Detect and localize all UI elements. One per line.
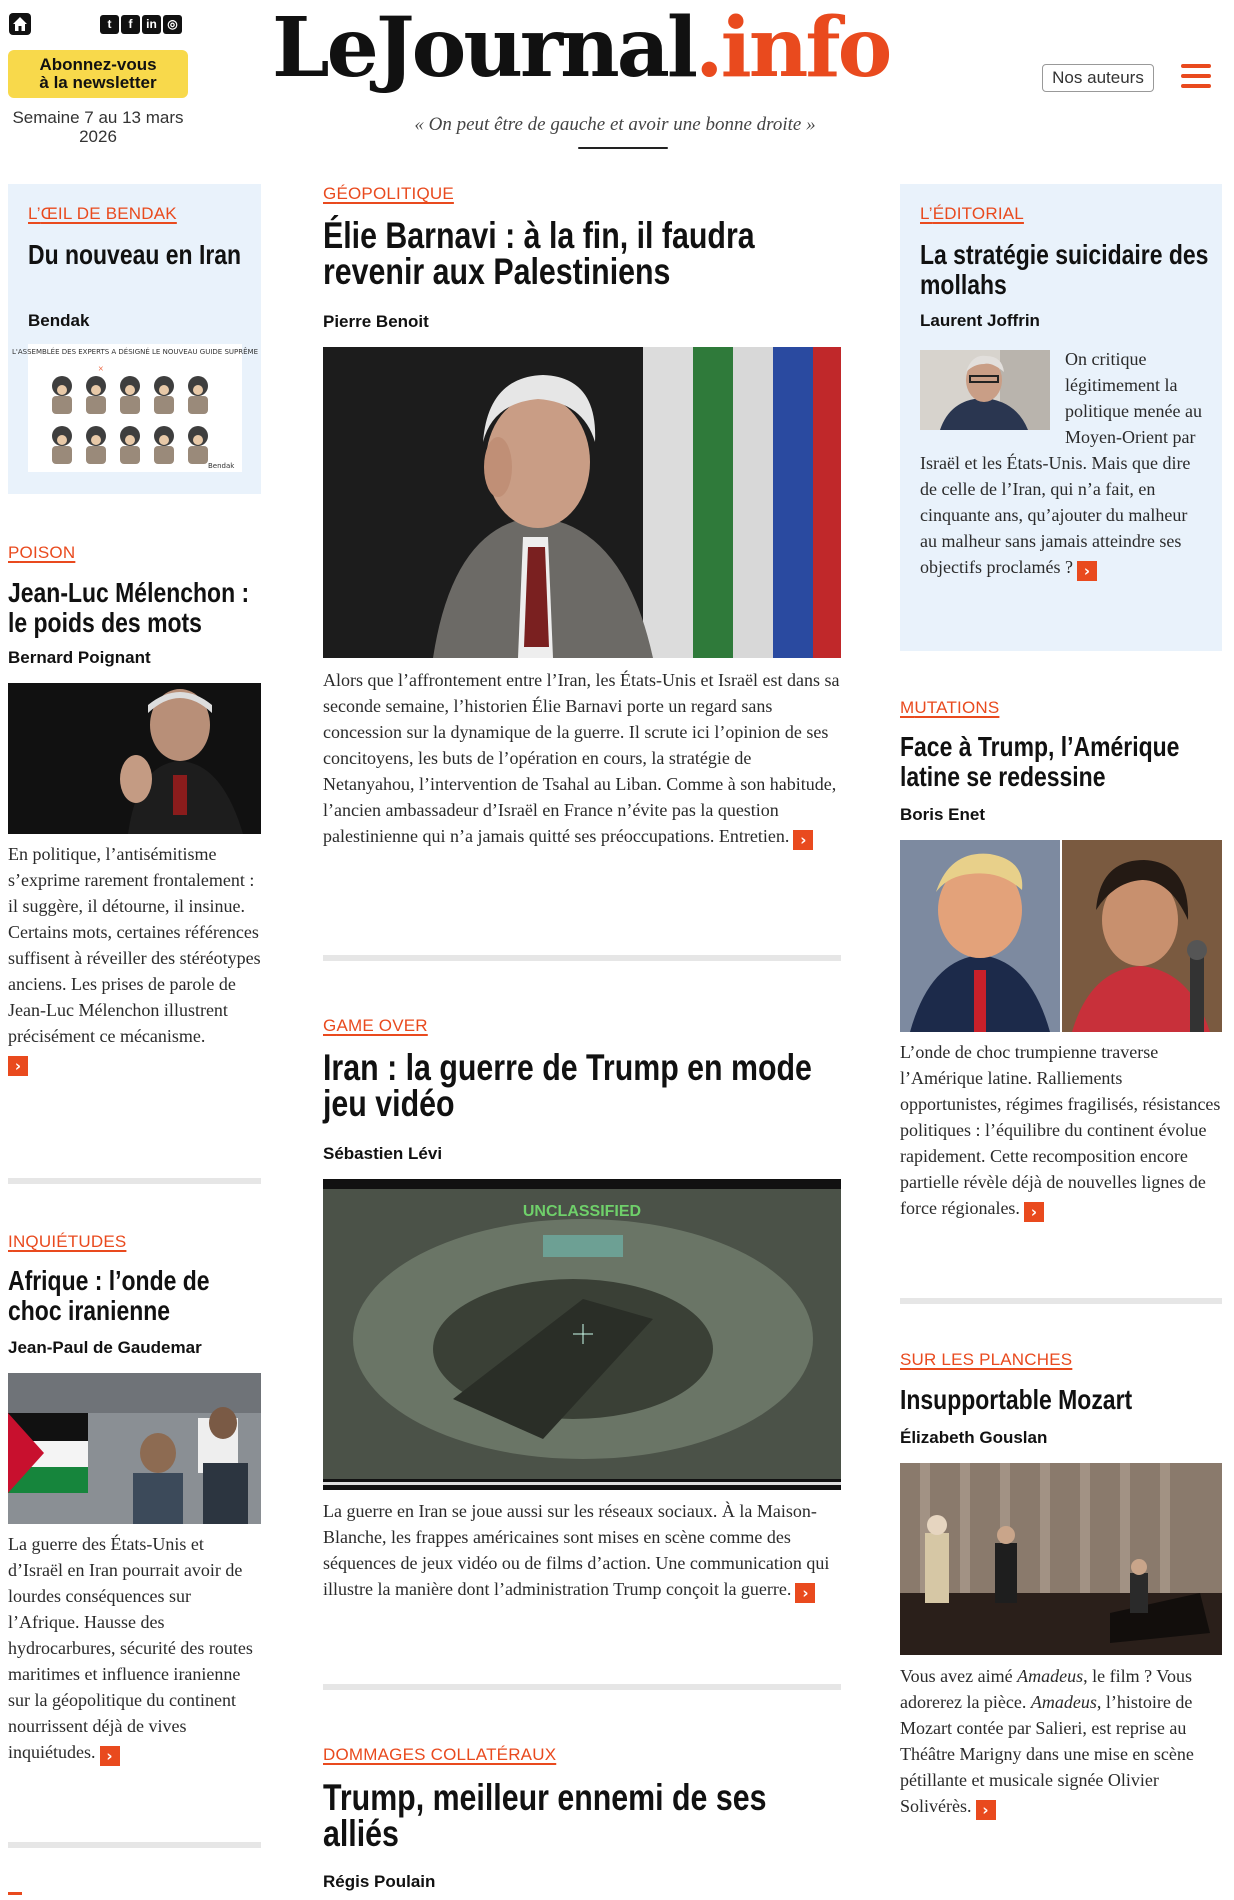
article-title-wrap[interactable]	[8, 578, 261, 638]
article-title[interactable]: Iran : la guerre de Trump en mode jeu vidéo	[323, 1047, 812, 1124]
category-label[interactable]: GÉOPOLITIQUE	[323, 184, 454, 203]
article-author[interactable]: Bernard Poignant	[8, 648, 151, 667]
article-excerpt	[900, 1039, 1222, 1222]
category-label[interactable]: DOMMAGES COLLATÉRAUX	[323, 1745, 557, 1764]
article-excerpt-text: En politique, l’antisémitisme s’exprime rarement frontalement : il suggère, il détourne, il insinue. Certains mots, certaines références suffisent à réveiller des stéréotypes anciens. Les prises de parole de Jean-Luc Mélenchon illustrent précisément ce mécanisme.	[8, 844, 261, 1046]
newsletter-label: Abonnez-vous à la newsletter	[39, 55, 157, 92]
tagline: « On peut être de gauche et avoir une bonne droite »	[414, 114, 816, 135]
article-image[interactable]	[8, 1373, 261, 1524]
article-author[interactable]: Boris Enet	[900, 805, 986, 824]
article-excerpt	[900, 1663, 1222, 1820]
logo-ext: .info	[695, 0, 890, 96]
photo-barnavi	[323, 347, 841, 658]
article-title-wrap[interactable]	[900, 1385, 1222, 1415]
article-image[interactable]	[8, 683, 261, 834]
tagline-divider	[578, 147, 668, 149]
read-more-arrow-icon[interactable]: ›	[976, 1800, 996, 1820]
article-title-wrap[interactable]	[8, 1266, 261, 1326]
read-more-arrow-icon[interactable]: ›	[1024, 1202, 1044, 1222]
separator	[8, 1842, 261, 1848]
article-excerpt-text: La guerre en Iran se joue aussi sur les réseaux sociaux. À la Maison-Blanche, les frappes américaines sont mises en scène comme des séquences de jeux vidéo ou de films d’action. Une communication qui illustre la manière dont l’administration Trump conçoit la guerre.	[323, 1501, 830, 1599]
read-more-arrow-icon[interactable]: ›	[1077, 561, 1097, 581]
article-image[interactable]	[900, 1463, 1222, 1655]
category-label[interactable]: INQUIÉTUDES	[8, 1232, 127, 1251]
photo-drone-strike	[323, 1179, 841, 1490]
read-more-arrow-icon[interactable]: ›	[795, 1583, 815, 1603]
cartoon-image[interactable]	[12, 344, 258, 472]
category-label[interactable]: GAME OVER	[323, 1016, 428, 1035]
excerpt-italic: Amadeus	[1017, 1666, 1084, 1686]
excerpt-part: , l’histoire de Mozart contée par Salieri, est reprise au Théâtre Marigny dans une mise en scène pétillante et musicale signée Olivier Solivérès.	[900, 1692, 1194, 1816]
next-category-hint	[8, 1892, 22, 1895]
image-float-spacer	[920, 346, 1065, 432]
article-title[interactable]: Jean-Luc Mélenchon : le poids des mots	[8, 577, 250, 638]
site-logo[interactable]	[272, 0, 962, 104]
read-more-arrow-icon[interactable]: ›	[8, 1056, 28, 1076]
instagram-icon[interactable]: ◎	[163, 15, 182, 34]
article-title[interactable]: Face à Trump, l’Amérique latine se redessine	[900, 731, 1180, 792]
excerpt-part: , le film ? Vous adorerez la pièce.	[900, 1666, 1192, 1712]
cartoon-signature: Bendak	[208, 462, 235, 470]
article-excerpt-text: La guerre des États-Unis et d’Israël en Iran pourrait avoir de lourdes conséquences sur l’Afrique. Hausse des hydrocarbures, sécurité des routes maritimes et influence iranienne sur la géopolitique du continent nourrissent déjà de vives inquiétudes.	[8, 1534, 253, 1762]
article-title-wrap[interactable]	[28, 240, 248, 270]
article-title[interactable]: Afrique : l’onde de choc iranienne	[8, 1265, 210, 1326]
article-title[interactable]: Trump, meilleur ennemi de ses alliés	[323, 1777, 767, 1854]
article-excerpt	[323, 1498, 843, 1603]
twitter-icon[interactable]: t	[100, 15, 119, 34]
photo-protest	[8, 1373, 261, 1524]
article-title[interactable]: Du nouveau en Iran	[28, 239, 242, 270]
article-image[interactable]	[323, 1179, 841, 1490]
article-author[interactable]: Laurent Joffrin	[920, 311, 1040, 330]
article-excerpt	[920, 346, 1205, 581]
cartoon-drawing	[12, 344, 258, 472]
photo-trump-rodriguez	[900, 840, 1222, 1032]
article-title-wrap[interactable]	[323, 215, 841, 292]
read-more-arrow-icon[interactable]: ›	[100, 1746, 120, 1766]
photo-theatre	[900, 1463, 1222, 1655]
separator	[8, 1178, 261, 1184]
category-label[interactable]: POISON	[8, 543, 76, 562]
article-excerpt	[8, 1531, 261, 1766]
read-more-arrow-icon[interactable]: ›	[793, 830, 813, 850]
week-label: Semaine 7 au 13 mars 2026	[12, 108, 184, 146]
article-author[interactable]: Sébastien Lévi	[323, 1144, 443, 1163]
article-author[interactable]: Jean-Paul de Gaudemar	[8, 1338, 202, 1357]
linkedin-icon[interactable]: in	[142, 15, 161, 34]
article-title-wrap[interactable]	[920, 240, 1210, 300]
article-author[interactable]: Régis Poulain	[323, 1872, 436, 1891]
article-excerpt	[8, 841, 261, 1076]
article-excerpt-text: On critique légitimement la politique menée au Moyen-Orient par Israël et les États-Unis. Mais que dire de celle de l’Iran, qui n’a fait, en cinquante ans, qu’ajouter du malheur au malheur sans jamais atteindre ses objectifs proclamés ?	[920, 349, 1202, 577]
excerpt-italic: Amadeus	[1030, 1692, 1097, 1712]
article-title[interactable]: Insupportable Mozart	[900, 1384, 1133, 1415]
home-icon[interactable]	[8, 12, 32, 36]
article-title[interactable]: Élie Barnavi : à la fin, il faudra revenir aux Palestiniens	[323, 215, 755, 292]
article-author[interactable]: Bendak	[28, 311, 90, 330]
article-excerpt-text: L’onde de choc trumpienne traverse l’Amérique latine. Ralliements opportunistes, régimes fragilisés, résistances politiques : l’équilibre du continent évolue rapidement. Cette recomposition encore partielle révèle déjà de nouvelles lignes de force régionales.	[900, 1042, 1221, 1218]
cartoon-caption: L'ASSEMBLÉE DES EXPERTS A DÉSIGNÉ LE NOUVEAU GUIDE SUPRÊME	[12, 348, 258, 356]
image-overlay-text: UNCLASSIFIED	[522, 1203, 642, 1220]
article-author[interactable]: Pierre Benoit	[323, 312, 429, 331]
photo-melenchon	[8, 683, 261, 834]
article-image[interactable]	[900, 840, 1222, 1032]
category-label[interactable]: SUR LES PLANCHES	[900, 1350, 1073, 1369]
social-links	[100, 15, 182, 34]
separator	[323, 1684, 841, 1690]
authors-button[interactable]: Nos auteurs	[1042, 64, 1154, 92]
article-excerpt-text: Alors que l’affrontement entre l’Iran, les États-Unis et Israël est dans sa seconde semaine, l’historien Élie Barnavi porte un regard sans concession sur la dynamique de la guerre. Il scrute ici l’opinion de ses concitoyens, les buts de l’opération en cours, la stratégie de Netanyahou, l’intervention de Tsahal au Liban. Comme à son habitude, l’ancien ambassadeur d’Israël en France n’évite pas la question palestinienne qui n’a jamais quitté ses préoccupations. Entretien.	[323, 670, 840, 846]
article-title-wrap[interactable]	[900, 732, 1222, 792]
menu-icon[interactable]	[1181, 64, 1211, 88]
category-label[interactable]: L’ÉDITORIAL	[920, 204, 1024, 223]
category-label[interactable]: L’ŒIL DE BENDAK	[28, 204, 177, 223]
facebook-icon[interactable]: f	[121, 15, 140, 34]
logo-main: LeJournal	[272, 0, 696, 96]
article-author[interactable]: Élizabeth Gouslan	[900, 1428, 1048, 1447]
article-image[interactable]	[323, 347, 841, 658]
article-title[interactable]: La stratégie suicidaire des mollahs	[920, 239, 1209, 300]
category-label[interactable]: MUTATIONS	[900, 698, 1000, 717]
svg-text:×: ×	[98, 364, 104, 375]
separator	[323, 955, 841, 961]
article-excerpt	[323, 667, 843, 850]
newsletter-button[interactable]	[8, 50, 188, 98]
article-title-wrap[interactable]	[323, 1777, 841, 1854]
header-icons	[8, 12, 182, 36]
separator	[900, 1298, 1222, 1304]
excerpt-part: Vous avez aimé	[900, 1666, 1018, 1686]
article-title-wrap[interactable]	[323, 1047, 841, 1124]
